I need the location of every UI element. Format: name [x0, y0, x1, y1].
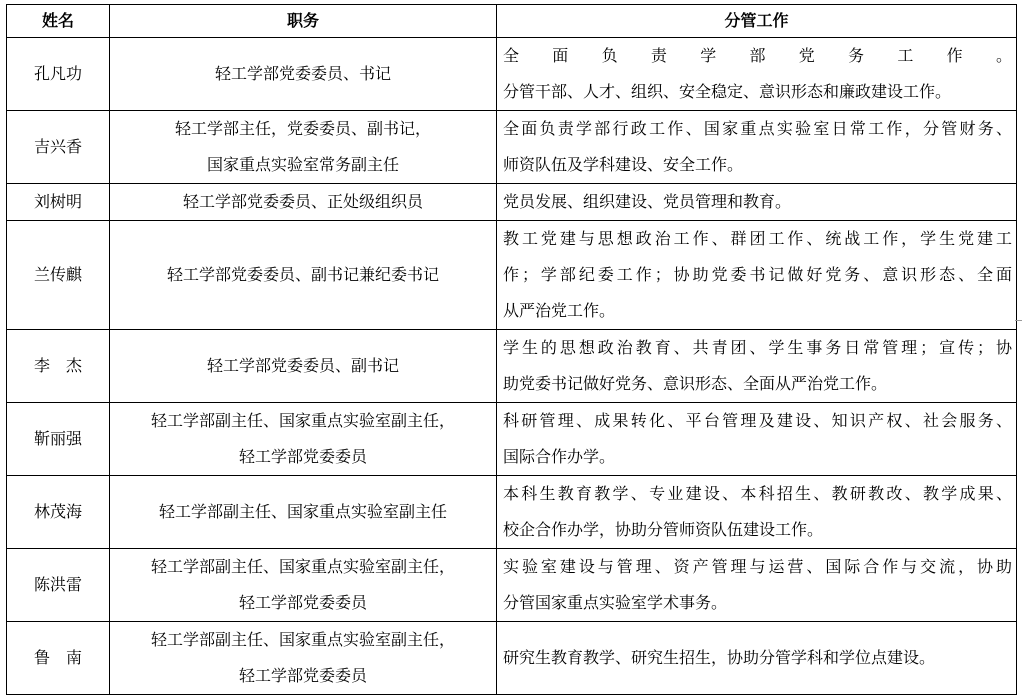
duty-line: 学生的思想政治教育、共青团、学生事务日常管理；宣传；协	[503, 338, 1012, 357]
position-line: 轻工学部党委委员	[238, 447, 367, 466]
duty-line: 科研管理、成果转化、平台管理及建设、知识产权、社会服务、	[503, 411, 1012, 430]
duty-line: 校企合作办学，协助分管师资队伍建设工作。	[503, 520, 824, 539]
row-position-cell	[110, 549, 497, 622]
person-name: 兰传麒	[33, 265, 82, 284]
row-duties-cell	[497, 403, 1017, 476]
person-name: 孔凡功	[33, 64, 82, 83]
row-position-cell	[110, 221, 497, 330]
position-line: 轻工学部副主任、国家重点实验室副主任，	[150, 557, 455, 576]
row-name-cell	[7, 549, 110, 622]
position-line: 国家重点实验室常务副主任	[206, 155, 399, 174]
duty-line: 分管国家重点实验室学术事务。	[503, 593, 728, 612]
duty-line: 师资队伍及学科建设、安全工作。	[503, 155, 744, 174]
table-header-row	[7, 5, 1017, 38]
duty-line: 全面负责学部行政工作、国家重点实验室日常工作，分管财务、	[503, 119, 1012, 138]
row-position-cell	[110, 184, 497, 221]
row-duties-cell	[497, 38, 1017, 111]
position-line: 轻工学部党委委员	[238, 666, 367, 685]
duty-line: 研究生教育教学、研究生招生，协助分管学科和学位点建设。	[503, 648, 936, 667]
person-name: 林茂海	[33, 502, 82, 521]
table-row	[7, 111, 1017, 184]
row-position-cell	[110, 476, 497, 549]
row-position-cell	[110, 111, 497, 184]
position-line: 轻工学部副主任、国家重点实验室副主任	[158, 502, 447, 521]
row-position-cell	[110, 403, 497, 476]
person-name: 鲁南	[33, 648, 98, 667]
header-name: 姓名	[7, 5, 110, 38]
row-duties-cell	[497, 330, 1017, 403]
duty-line: 助党委书记做好党务、意识形态、全面从严治党工作。	[503, 374, 888, 393]
position-line: 轻工学部副主任、国家重点实验室副主任，	[150, 411, 455, 430]
row-name-cell	[7, 184, 110, 221]
position-line: 轻工学部党委委员、书记	[214, 64, 391, 83]
row-name-cell	[7, 476, 110, 549]
table-row	[7, 221, 1017, 330]
person-name: 陈洪雷	[33, 575, 82, 594]
position-line: 轻工学部党委委员	[238, 593, 367, 612]
row-duties-cell	[497, 184, 1017, 221]
row-duties-cell	[497, 111, 1017, 184]
table-row	[7, 476, 1017, 549]
row-duties-cell	[497, 221, 1017, 330]
row-name-cell	[7, 403, 110, 476]
row-name-cell	[7, 221, 110, 330]
duty-line: 教工党建与思想政治工作、群团工作、统战工作，学生党建工	[503, 229, 1012, 248]
header-position: 职务	[110, 5, 497, 38]
staff-duties-table	[6, 4, 1017, 695]
table-row	[7, 549, 1017, 622]
table-row	[7, 330, 1017, 403]
page-edge-mark	[1015, 320, 1022, 321]
row-name-cell	[7, 622, 110, 695]
duty-line: 本科生教育教学、专业建设、本科招生、教研教改、教学成果、	[503, 484, 1012, 503]
table-row	[7, 184, 1017, 221]
row-duties-cell	[497, 549, 1017, 622]
person-name: 刘树明	[33, 192, 82, 211]
row-position-cell	[110, 330, 497, 403]
duty-line: 从严治党工作。	[503, 301, 616, 320]
position-line: 轻工学部主任，党委委员、副书记，	[174, 119, 431, 138]
row-name-cell	[7, 330, 110, 403]
position-line: 轻工学部党委委员、正处级组织员	[182, 192, 423, 211]
header-duties: 分管工作	[497, 5, 1017, 38]
position-line: 轻工学部党委委员、副书记	[206, 356, 399, 375]
table-row	[7, 38, 1017, 111]
table-body	[7, 38, 1017, 695]
row-position-cell	[110, 38, 497, 111]
row-duties-cell	[497, 476, 1017, 549]
person-name: 靳丽强	[33, 429, 82, 448]
table-row	[7, 403, 1017, 476]
row-name-cell	[7, 38, 110, 111]
row-duties-cell	[497, 622, 1017, 695]
duty-line: 全面负责学部党务工作。	[503, 46, 1012, 65]
duty-line: 党员发展、组织建设、党员管理和教育。	[503, 192, 792, 211]
row-position-cell	[110, 622, 497, 695]
duty-line: 实验室建设与管理、资产管理与运营、国际合作与交流，协助	[503, 557, 1012, 576]
person-name: 李杰	[33, 356, 98, 375]
duty-line: 国际合作办学。	[503, 447, 616, 466]
position-line: 轻工学部党委委员、副书记兼纪委书记	[166, 265, 439, 284]
person-name: 吉兴香	[33, 137, 82, 156]
table-row	[7, 622, 1017, 695]
duty-line: 分管干部、人才、组织、安全稳定、意识形态和廉政建设工作。	[503, 82, 952, 101]
row-name-cell	[7, 111, 110, 184]
duty-line: 作；学部纪委工作；协助党委书记做好党务、意识形态、全面	[503, 265, 1012, 284]
position-line: 轻工学部副主任、国家重点实验室副主任，	[150, 630, 455, 649]
